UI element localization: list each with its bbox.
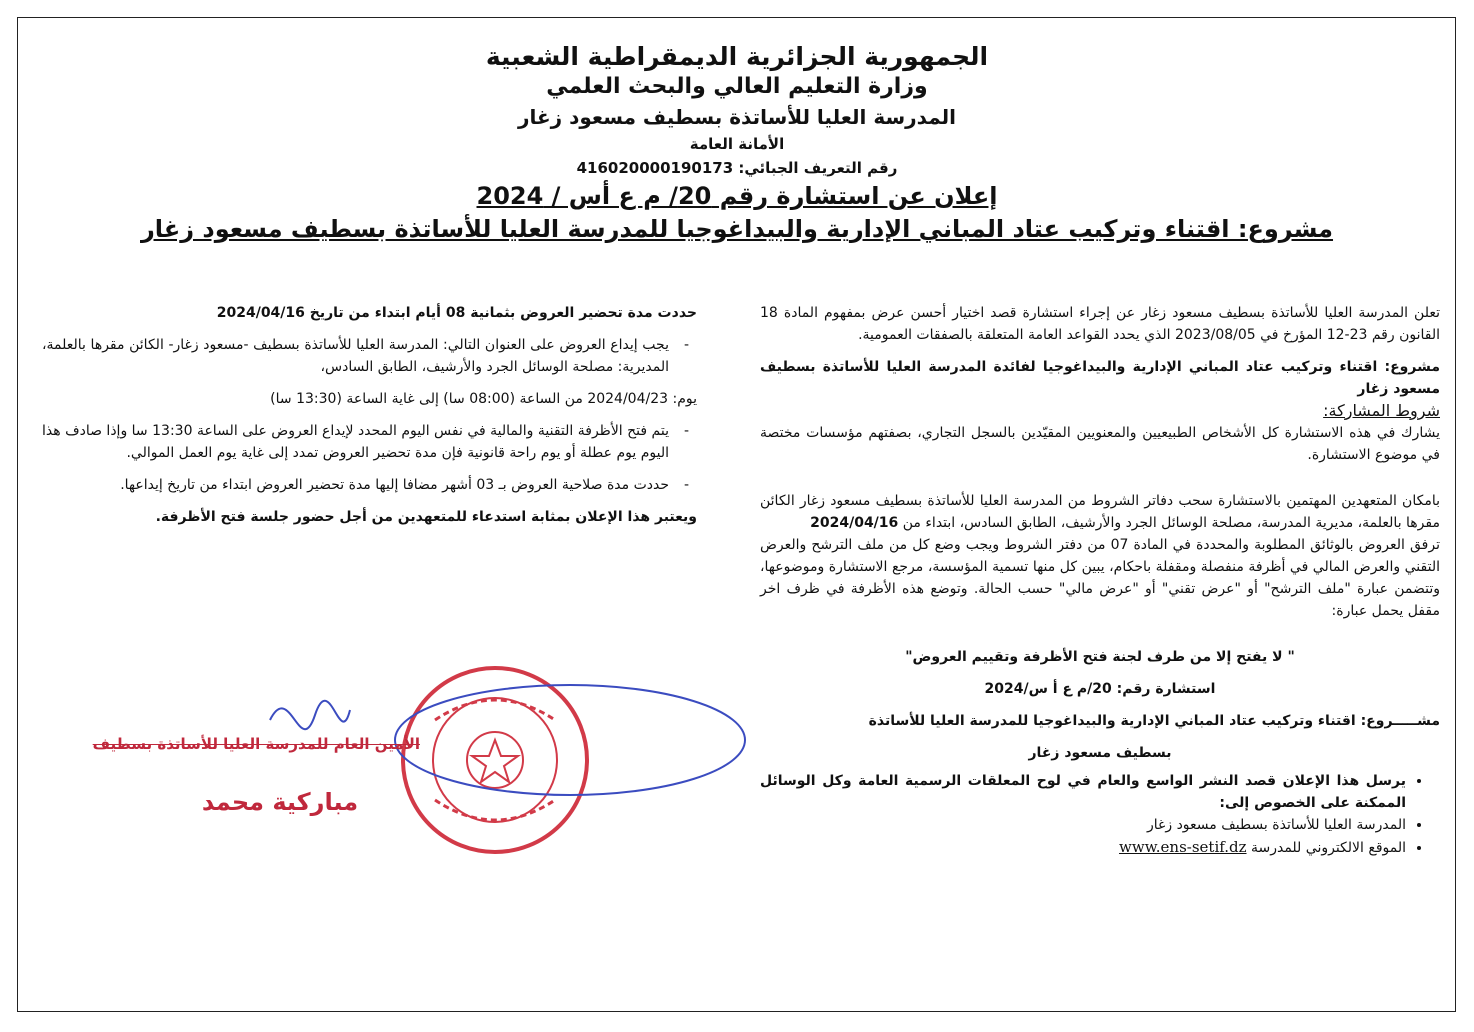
secretariat: الأمانة العامة	[689, 135, 785, 153]
signatory-title: الأمين العام للمدرسة العليا للأساتذة بسطيف	[92, 735, 420, 753]
signatory-name: مباركية محمد	[201, 788, 359, 816]
offers-paragraph: ترفق العروض بالوثائق المطلوبة والمحددة في المادة 07 من دفتر الشروط ويجب وضع كل من ملف الترشح والعرض التقني والعرض المالي في أظرفة منفصلة ومقفلة باحكام، يبين كل منها تسمية المؤسسة، مرجع الاستشارة وموضوعها، وتتضمن عبارة "ملف الترشح" أو "عرض تقني" أو "عرض مالي" حسب الحالة. وتوضع هذه الأظرفة في ظرف اخر مقفل يحمل عبارة:	[760, 537, 1440, 619]
project-title: مشروع: اقتناء وتركيب عتاد المباني الإدارية والبيداغوجيا للمدرسة العليا للأساتذة بسطيف مسعود زغار	[140, 215, 1334, 243]
withdraw-paragraph	[760, 490, 1440, 534]
list-item	[760, 836, 1406, 859]
list-item: • المدرسة العليا للأساتذة بسطيف مسعود زغار	[760, 814, 1406, 836]
validity-paragraph: - حددت مدة صلاحية العروض بـ 03 أشهر مضافا إليها مدة تحضير العروض ابتداء من تاريخ إيداعها.	[42, 474, 697, 496]
intro-paragraph: تعلن المدرسة العليا للأساتذة بسطيف مسعود زغار عن إجراء استشارة قصد اختيار أحسن عرض بمفهوم المادة 18 القانون رقم 23-12 المؤرخ في 2023/08/05 الذي يحدد القواعد العامة المتعلقة بالصفقات العمومية.	[760, 305, 1440, 343]
website-link[interactable]: www.ens-setif.dz	[1119, 838, 1247, 856]
conditions-paragraph: يشارك في هذه الاستشارة كل الأشخاص الطبيعيين والمعنويين المقيّدين بالسجل التجاري، بصفتهم مؤسسات مختصة في موضوع الاستشارة.	[760, 425, 1440, 463]
ministry-name: وزارة التعليم العالي والبحث العلمي	[546, 74, 928, 99]
letterhead	[0, 42, 1474, 246]
withdraw-text: بامكان المتعهدين المهتمين بالاستشارة سحب دفاتر الشروط من المدرسة العليا للأساتذة بسطيف مسعود زغار الكائن مقرها بالعلمة، مديرية المدرسة، مصلحة الوسائل الجرد والأرشيف، الطابق السادس، ابتداء من	[760, 493, 1440, 531]
withdraw-date: 2024/04/16	[810, 515, 899, 531]
announcement-title: إعلان عن استشارة رقم 20/ م ع أس / 2024	[476, 182, 998, 210]
opening-paragraph: - يتم فتح الأظرفة التقنية والمالية في نفس اليوم المحدد لإيداع العروض على الساعة 13:30 سا وإذا صادف هذا اليوم يوم عطلة أو يوم راحة قانونية فإن مدة تحضير العروض تمدد إلى غاية يوم العمل الموالي.	[42, 420, 697, 464]
envelope-notice: " لا يفتح إلا من طرف لجنة فتح الأظرفة وتقييم العروض"	[905, 649, 1295, 665]
left-column	[42, 302, 697, 528]
envelope-reference: استشارة رقم: 20/م ع أ س/2024	[984, 681, 1216, 697]
invitation-paragraph: ويعتبر هذا الإعلان بمثابة استدعاء للمتعهدين من أجل حضور جلسة فتح الأظرفة.	[155, 509, 697, 525]
conditions-heading: شروط المشاركة:	[1323, 401, 1440, 420]
republic-name: الجمهورية الجزائرية الديمقراطية الشعبية	[485, 42, 989, 71]
deposit-address: - يجب إيداع العروض على العنوان التالي: المدرسة العليا للأساتذة بسطيف -مسعود زغار- الكائن مقرها بالعلمة، المديرية: مصلحة الوسائل الجرد والأرشيف، الطابق السادس،	[42, 334, 697, 378]
right-column	[760, 302, 1440, 859]
prep-period: حددت مدة تحضير العروض بثمانية 08 أيام ابتداء من تاريخ 2024/04/16	[216, 305, 697, 321]
school-name: المدرسة العليا للأساتذة بسطيف مسعود زغار	[517, 105, 957, 129]
distribution-list	[760, 770, 1440, 859]
envelope-location: بسطيف مسعود زغار	[1028, 745, 1172, 761]
envelope-project: مشـــــروع: اقتناء وتركيب عتاد المباني الإدارية والبيداغوجيا للمدرسة العليا للأساتذة	[868, 713, 1440, 729]
tax-id: رقم التعريف الجبائي: 416020000190173	[576, 159, 898, 177]
project-paragraph: مشروع: اقتناء وتركيب عتاد المباني الإدارية والبيداغوجيا لفائدة المدرسة العليا للأساتذة بسطيف مسعود زغار	[760, 359, 1440, 397]
website-label: الموقع الالكتروني للمدرسة	[1250, 840, 1406, 856]
deposit-time: يوم: 2024/04/23 من الساعة (08:00 سا) إلى غاية الساعة (13:30 سا)	[270, 391, 697, 407]
list-item: • يرسل هذا الإعلان قصد النشر الواسع والعام في لوح المعلقات الرسمية العامة وكل الوسائل الممكنة على الخصوص إلى:	[760, 770, 1406, 814]
